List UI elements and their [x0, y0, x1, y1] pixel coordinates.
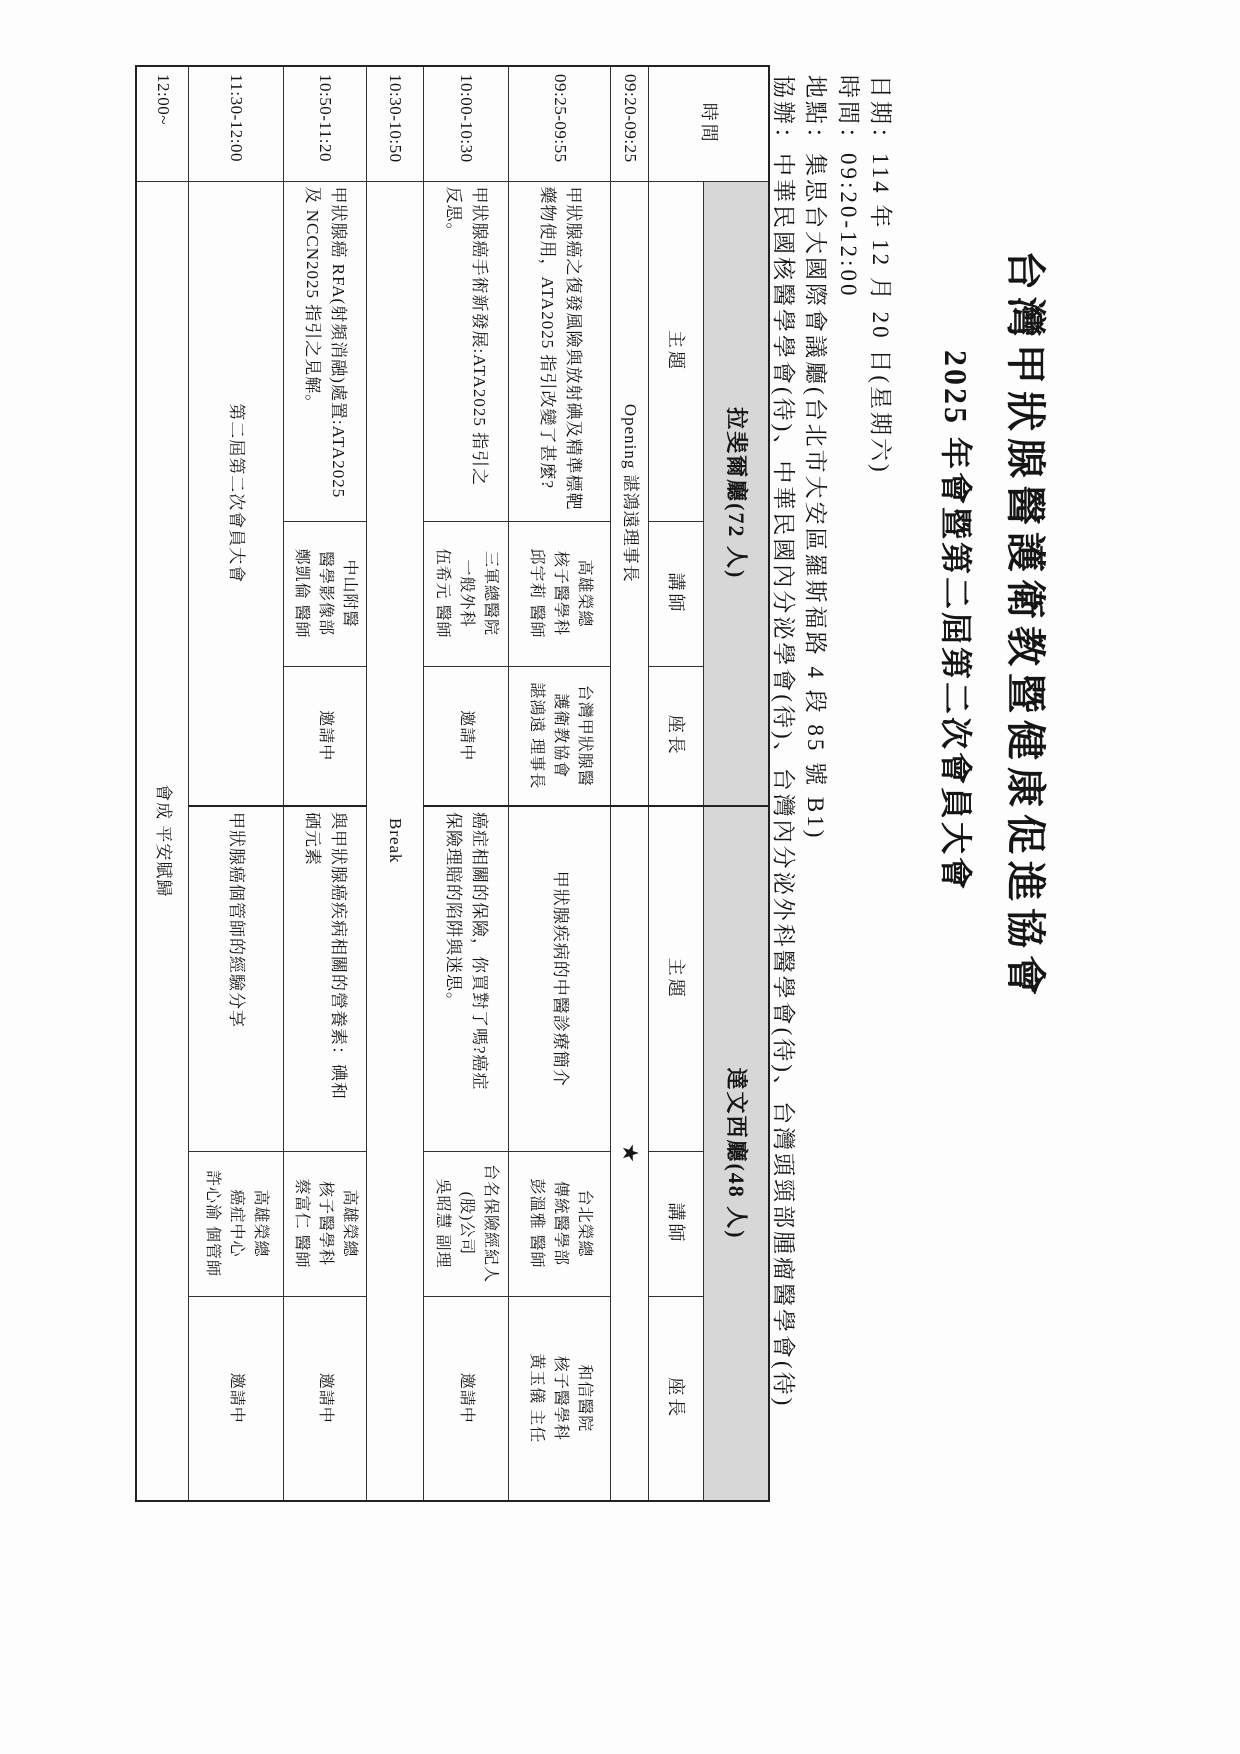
- schedule-row: [509, 66, 611, 1501]
- left-talk-topic: [509, 181, 611, 521]
- topic-line: 甲狀腺癌之復發風險與放射碘及精準標靶: [564, 186, 583, 511]
- right-chair: [189, 1296, 284, 1501]
- right-topic-column-header: 主題: [649, 806, 704, 1151]
- left-speaker: [509, 521, 611, 666]
- speaker-line: 一般外科: [458, 559, 476, 628]
- column-header-row: [649, 66, 704, 1501]
- chair-line: 邀請中: [458, 710, 476, 762]
- event-co-organizers: 協辦：中華民國核醫學學會(待)、中華民國內分泌學會(待)、台灣內分泌外科醫學會(待)、台灣頭頸部腫瘤醫學會(待): [771, 75, 796, 1409]
- event-date: 日期：114 年 12 月 20 日(星期六): [868, 75, 893, 475]
- member-assembly-session: 第二屆第二次會員大會: [189, 181, 284, 806]
- left-chair: [284, 666, 367, 806]
- speaker-line: (股)公司: [458, 1191, 476, 1256]
- schedule-table: [135, 65, 770, 1502]
- right-speaker-column-header: 講師: [649, 1151, 704, 1296]
- right-chair-column-header: 座長: [649, 1296, 704, 1501]
- topic-line: 甲狀腺疾病的中醫診療簡介: [551, 870, 570, 1087]
- right-talk-topic: [509, 806, 611, 1151]
- topic-line: 甲狀腺癌手術新發展:ATA2025 指引之: [470, 186, 490, 487]
- speaker-line: 核子醫學科: [552, 550, 569, 636]
- document-subtitle: 2025 年會暨第二屆第二次會員大會: [938, 350, 974, 893]
- topic-line: 甲狀腺癌 RFA(射頻消融)處置:ATA2025: [329, 186, 349, 499]
- document-title: 台灣甲狀腺醫護衛教暨健康促進協會: [1003, 250, 1048, 1002]
- left-talk-topic: [284, 181, 367, 521]
- hall-header-row: [704, 66, 769, 1501]
- left-speaker-column-header: 講師: [649, 521, 704, 666]
- topic-line: 硒元素: [303, 812, 323, 867]
- speaker-line: 中山附醫: [341, 559, 359, 628]
- right-speaker: [189, 1151, 284, 1296]
- speaker-line: 三軍總醫院: [482, 550, 500, 636]
- topic-line: 甲狀腺癌個管師的經驗分享: [227, 812, 247, 1029]
- chair-line: 黃玉儀 主任: [528, 1353, 545, 1444]
- left-talk-topic: [424, 181, 509, 521]
- speaker-line: 高雄榮總: [252, 1189, 270, 1258]
- event-venue: 地點：集思台大國際會議廳(台北市大安區羅斯福路 4 段 85 號 B1): [803, 75, 828, 841]
- speaker-line: 高雄榮總: [576, 559, 593, 628]
- chair-line: 核子醫學科: [552, 1355, 569, 1441]
- time-slot: 10:30-10:50: [367, 66, 424, 181]
- right-speaker: [509, 1151, 611, 1296]
- speaker-line: 癌症中心: [228, 1189, 246, 1258]
- hall-header-left: 拉斐爾廳(72 人): [704, 181, 769, 806]
- topic-line: 癌症相關的保險，你買對了嗎?癌症: [470, 812, 490, 1091]
- schedule-row: [189, 66, 284, 1501]
- right-speaker: [424, 1151, 509, 1296]
- speaker-line: 吳昭慧 副理: [434, 1178, 452, 1269]
- schedule-row: [367, 66, 424, 1501]
- speaker-line: 台名保險經紀人: [482, 1164, 500, 1284]
- star-mark: ★: [611, 806, 649, 1501]
- left-chair-column-header: 座長: [649, 666, 704, 806]
- right-chair: [284, 1296, 367, 1501]
- time-slot: 10:50-11:20: [284, 66, 367, 181]
- time-column-header: 時間: [649, 66, 769, 181]
- chair-line: 護衛教協會: [552, 693, 569, 779]
- chair-line: 邀請中: [458, 1372, 476, 1424]
- schedule-row: [424, 66, 509, 1501]
- left-hall-session: Opening 諶鴻遠理事長: [611, 181, 649, 806]
- topic-line: 與甲狀腺癌疾病相關的營養素：碘和: [329, 812, 349, 1101]
- speaker-line: 蔡富仁 醫師: [293, 1178, 311, 1269]
- chair-line: 邀請中: [228, 1372, 246, 1424]
- time-slot: 10:00-10:30: [424, 66, 509, 181]
- chair-line: 和信醫院: [576, 1364, 593, 1433]
- right-chair: [424, 1296, 509, 1501]
- schedule-row: [284, 66, 367, 1501]
- time-slot: 12:00~: [136, 66, 189, 181]
- left-speaker: [284, 521, 367, 666]
- hall-header-right: 達文西廳(48 人): [704, 806, 769, 1501]
- left-topic-column-header: 主題: [649, 181, 704, 521]
- break-label: Break: [367, 181, 424, 1501]
- left-chair: [509, 666, 611, 806]
- time-slot: 11:30-12:00: [189, 66, 284, 181]
- time-slot: 09:25-09:55: [509, 66, 611, 181]
- closing-label: 會成 平安賦歸: [136, 181, 189, 1501]
- chair-line: 邀請中: [317, 710, 335, 762]
- topic-line: 藥物使用，ATA2025 指引改變了甚麼?: [538, 186, 557, 489]
- topic-line: 反思。: [444, 186, 464, 241]
- right-talk-topic: [189, 806, 284, 1151]
- speaker-line: 傳統醫學部: [552, 1181, 569, 1267]
- right-speaker: [284, 1151, 367, 1296]
- speaker-line: 許心渝 個管師: [204, 1170, 222, 1278]
- left-chair: [424, 666, 509, 806]
- speaker-line: 鄭凱倫 醫師: [293, 548, 311, 639]
- speaker-line: 伍希元 醫師: [434, 548, 452, 639]
- speaker-line: 核子醫學科: [317, 1181, 335, 1267]
- schedule-row: [611, 66, 649, 1501]
- topic-line: 保險理賠的陷阱與迷思。: [444, 812, 464, 1011]
- speaker-line: 彭溫雅 醫師: [528, 1178, 545, 1269]
- event-time: 時間：09:20-12:00: [836, 75, 861, 299]
- schedule-row: [136, 66, 189, 1501]
- chair-line: 台灣甲狀腺醫: [576, 684, 593, 787]
- chair-line: 邀請中: [317, 1372, 335, 1424]
- time-slot: 09:20-09:25: [611, 66, 649, 181]
- speaker-line: 醫學影像部: [317, 550, 335, 636]
- speaker-line: 台北榮總: [576, 1189, 593, 1258]
- topic-line: 及 NCCN2025 指引之見解。: [303, 186, 323, 413]
- right-talk-topic: [284, 806, 367, 1151]
- chair-line: 諶鴻遠 理事長: [528, 682, 545, 790]
- left-speaker: [424, 521, 509, 666]
- speaker-line: 高雄榮總: [341, 1189, 359, 1258]
- right-chair: [509, 1296, 611, 1501]
- right-talk-topic: [424, 806, 509, 1151]
- speaker-line: 邱宇莉 醫師: [528, 548, 545, 639]
